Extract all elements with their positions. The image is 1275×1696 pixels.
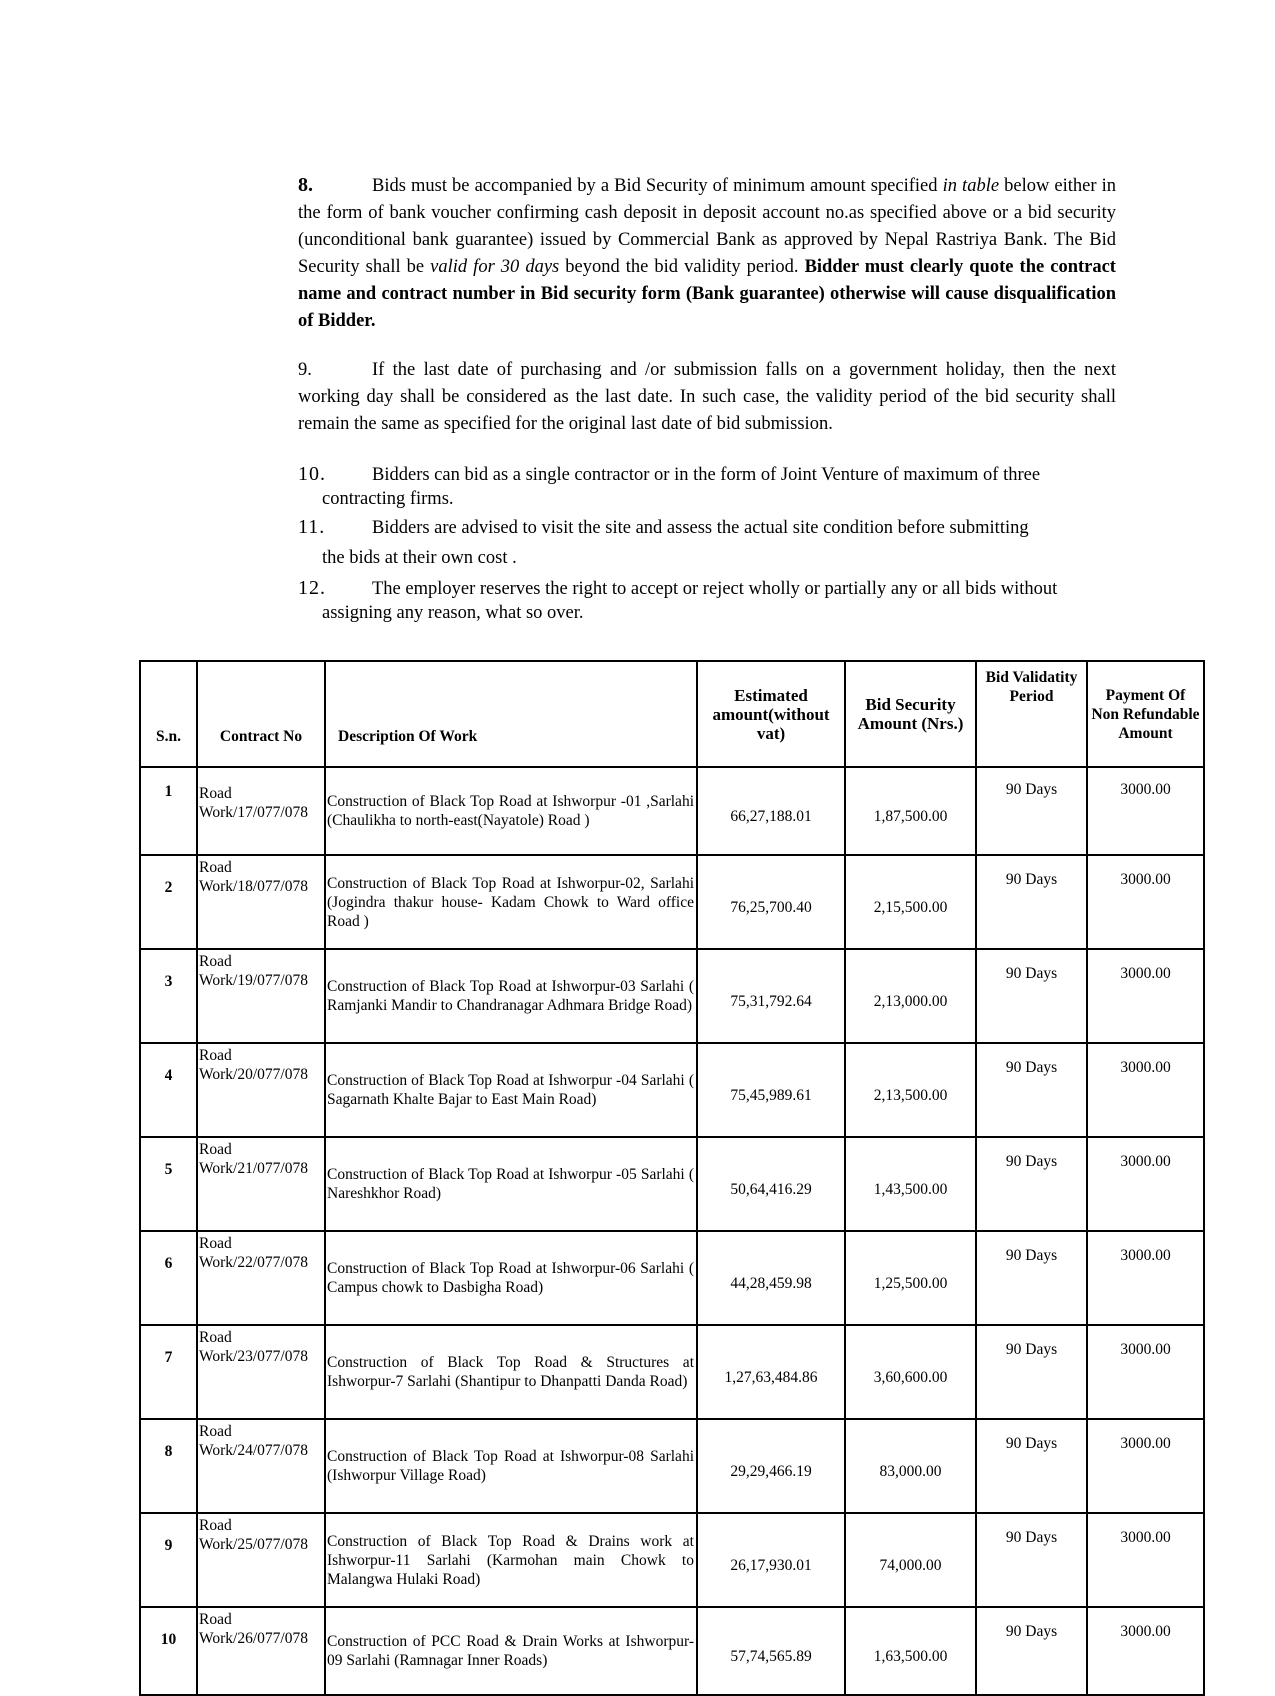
cell-bid-security: 83,000.00 xyxy=(845,1419,976,1513)
clause-text: The employer reserves the right to accept or reject wholly or partially any or all bids without xyxy=(372,579,1058,599)
clause-number: 9. xyxy=(298,360,312,380)
table-row xyxy=(140,1137,1204,1231)
cell-validity-period: 90 Days xyxy=(976,1231,1087,1325)
cell-validity-period: 90 Days xyxy=(976,949,1087,1043)
cell-payment: 3000.00 xyxy=(1087,1513,1204,1607)
clause-9 xyxy=(298,357,1116,438)
cell-validity-period: 90 Days xyxy=(976,1137,1087,1231)
cell-description: Construction of Black Top Road & Structures at Ishworpur-7 Sarlahi (Shantipur to Dhanpatti Danda Road) xyxy=(325,1325,697,1419)
clause-number: 8. xyxy=(298,174,313,196)
cell-description: Construction of Black Top Road at Ishworpur -04 Sarlahi ( Sagarnath Khalte Bajar to East Main Road) xyxy=(325,1043,697,1137)
clause-number: 11. xyxy=(298,516,326,538)
cell-bid-security: 1,87,500.00 xyxy=(845,767,976,855)
cell-estimated-amount: 29,29,466.19 xyxy=(697,1419,845,1513)
cell-sn: 1 xyxy=(140,767,197,855)
header-contract-no: Contract No xyxy=(197,661,325,767)
cell-validity-period: 90 Days xyxy=(976,1043,1087,1137)
clause-text-continued: assigning any reason, what so over. xyxy=(322,603,584,623)
cell-bid-security: 1,43,500.00 xyxy=(845,1137,976,1231)
cell-bid-security: 74,000.00 xyxy=(845,1513,976,1607)
cell-contract-no: Road Work/20/077/078 xyxy=(197,1043,325,1137)
clause-12 xyxy=(298,576,1116,625)
cell-estimated-amount: 44,28,459.98 xyxy=(697,1231,845,1325)
cell-payment: 3000.00 xyxy=(1087,767,1204,855)
cell-bid-security: 2,13,500.00 xyxy=(845,1043,976,1137)
header-validity-period: Bid Validatity Period xyxy=(976,661,1087,767)
clause-text: If the last date of purchasing and /or submission falls on a government holiday, then the next working day shall be considered as the last date. In such case, the validity period of the bid security shall remain the same as specified for the original last date of bid submission. xyxy=(298,360,1116,434)
cell-description: Construction of Black Top Road at Ishworpur-03 Sarlahi ( Ramjanki Mandir to Chandranagar Adhmara Bridge Road) xyxy=(325,949,697,1043)
cell-description: Construction of Black Top Road & Drains work at Ishworpur-11 Sarlahi (Karmohan main Chowk to Malangwa Hulaki Road) xyxy=(325,1513,697,1607)
cell-payment: 3000.00 xyxy=(1087,1419,1204,1513)
cell-sn: 8 xyxy=(140,1419,197,1513)
cell-sn: 5 xyxy=(140,1137,197,1231)
cell-contract-no: Road Work/24/077/078 xyxy=(197,1419,325,1513)
header-description: Description Of Work xyxy=(325,661,697,767)
table-row xyxy=(140,767,1204,855)
cell-contract-no: Road Work/18/077/078 xyxy=(197,855,325,949)
cell-sn: 4 xyxy=(140,1043,197,1137)
cell-validity-period: 90 Days xyxy=(976,1607,1087,1695)
header-estimated-amount: Estimated amount(without vat) xyxy=(697,661,845,767)
cell-contract-no: Road Work/22/077/078 xyxy=(197,1231,325,1325)
cell-estimated-amount: 75,31,792.64 xyxy=(697,949,845,1043)
cell-estimated-amount: 50,64,416.29 xyxy=(697,1137,845,1231)
clause-number: 12. xyxy=(298,577,326,599)
cell-payment: 3000.00 xyxy=(1087,1607,1204,1695)
cell-validity-period: 90 Days xyxy=(976,855,1087,949)
header-payment: Payment Of Non Refundable Amount xyxy=(1087,661,1204,767)
cell-bid-security: 1,63,500.00 xyxy=(845,1607,976,1695)
cell-estimated-amount: 57,74,565.89 xyxy=(697,1607,845,1695)
cell-sn: 9 xyxy=(140,1513,197,1607)
header-bid-security: Bid Security Amount (Nrs.) xyxy=(845,661,976,767)
instructions-clauses xyxy=(298,172,1116,625)
cell-contract-no: Road Work/23/077/078 xyxy=(197,1325,325,1419)
cell-sn: 3 xyxy=(140,949,197,1043)
clause-8 xyxy=(298,172,1116,335)
cell-bid-security: 2,13,000.00 xyxy=(845,949,976,1043)
cell-validity-period: 90 Days xyxy=(976,767,1087,855)
clause-text: Bids must be accompanied by a Bid Security of minimum amount specified xyxy=(372,176,943,196)
cell-sn: 10 xyxy=(140,1607,197,1695)
header-sn: S.n. xyxy=(140,661,197,767)
clause-number: 10. xyxy=(298,463,326,485)
cell-description: Construction of Black Top Road at Ishworpur-06 Sarlahi ( Campus chowk to Dasbigha Road) xyxy=(325,1231,697,1325)
cell-validity-period: 90 Days xyxy=(976,1325,1087,1419)
cell-contract-no: Road Work/19/077/078 xyxy=(197,949,325,1043)
cell-description: Construction of Black Top Road at Ishworpur-02, Sarlahi (Jogindra thakur house- Kadam Chowk to Ward office Road ) xyxy=(325,855,697,949)
cell-estimated-amount: 26,17,930.01 xyxy=(697,1513,845,1607)
cell-estimated-amount: 76,25,700.40 xyxy=(697,855,845,949)
cell-payment: 3000.00 xyxy=(1087,1231,1204,1325)
cell-bid-security: 3,60,600.00 xyxy=(845,1325,976,1419)
cell-estimated-amount: 66,27,188.01 xyxy=(697,767,845,855)
clause-text: Bidders can bid as a single contractor or in the form of Joint Venture of maximum of three xyxy=(372,465,1041,485)
table-row xyxy=(140,1607,1204,1695)
cell-description: Construction of Black Top Road at Ishworpur-08 Sarlahi (Ishworpur Village Road) xyxy=(325,1419,697,1513)
cell-description: Construction of Black Top Road at Ishworpur -01 ,Sarlahi (Chaulikha to north-east(Nayatole) Road ) xyxy=(325,767,697,855)
table-row xyxy=(140,1043,1204,1137)
cell-sn: 2 xyxy=(140,855,197,949)
clause-italic: in table xyxy=(942,176,1000,196)
clause-11 xyxy=(298,515,1116,570)
table-row xyxy=(140,1231,1204,1325)
clause-italic: valid for 30 days xyxy=(430,257,560,277)
cell-payment: 3000.00 xyxy=(1087,1043,1204,1137)
cell-validity-period: 90 Days xyxy=(976,1513,1087,1607)
cell-payment: 3000.00 xyxy=(1087,1325,1204,1419)
table-header-row xyxy=(140,661,1204,767)
table-row xyxy=(140,1325,1204,1419)
cell-description: Construction of Black Top Road at Ishworpur -05 Sarlahi ( Nareshkhor Road) xyxy=(325,1137,697,1231)
clause-10 xyxy=(298,462,1116,511)
clause-text-continued: contracting firms. xyxy=(322,489,454,509)
table-row xyxy=(140,1513,1204,1607)
table-row xyxy=(140,949,1204,1043)
cell-estimated-amount: 1,27,63,484.86 xyxy=(697,1325,845,1419)
cell-contract-no: Road Work/26/077/078 xyxy=(197,1607,325,1695)
bid-table xyxy=(139,660,1205,1696)
cell-contract-no: Road Work/21/077/078 xyxy=(197,1137,325,1231)
cell-bid-security: 2,15,500.00 xyxy=(845,855,976,949)
table-row xyxy=(140,855,1204,949)
cell-sn: 6 xyxy=(140,1231,197,1325)
clause-text: Bidders are advised to visit the site and assess the actual site condition before submitting xyxy=(372,518,1029,538)
cell-contract-no: Road Work/25/077/078 xyxy=(197,1513,325,1607)
clause-text: below either in the form of bank voucher confirming cash deposit in deposit account no.as specified above or a bid security (unconditional bank guarantee) issued by Commercial Bank as approved by Nepal Rastriya Bank. The Bid Security shall be xyxy=(298,176,1117,277)
cell-payment: 3000.00 xyxy=(1087,855,1204,949)
cell-payment: 3000.00 xyxy=(1087,949,1204,1043)
table-row xyxy=(140,1419,1204,1513)
cell-payment: 3000.00 xyxy=(1087,1137,1204,1231)
cell-description: Construction of PCC Road & Drain Works at Ishworpur-09 Sarlahi (Ramnagar Inner Roads) xyxy=(325,1607,697,1695)
clause-text-continued: the bids at their own cost . xyxy=(322,548,517,568)
clause-bold-warning: Bidder must clearly quote the contract name and contract number in Bid security form (Bank guarantee) otherwise will cause disqualification of Bidder. xyxy=(298,257,1116,331)
clause-text: beyond the bid validity period. xyxy=(559,257,805,277)
cell-sn: 7 xyxy=(140,1325,197,1419)
cell-estimated-amount: 75,45,989.61 xyxy=(697,1043,845,1137)
cell-bid-security: 1,25,500.00 xyxy=(845,1231,976,1325)
cell-validity-period: 90 Days xyxy=(976,1419,1087,1513)
cell-contract-no: Road Work/17/077/078 xyxy=(197,767,325,855)
